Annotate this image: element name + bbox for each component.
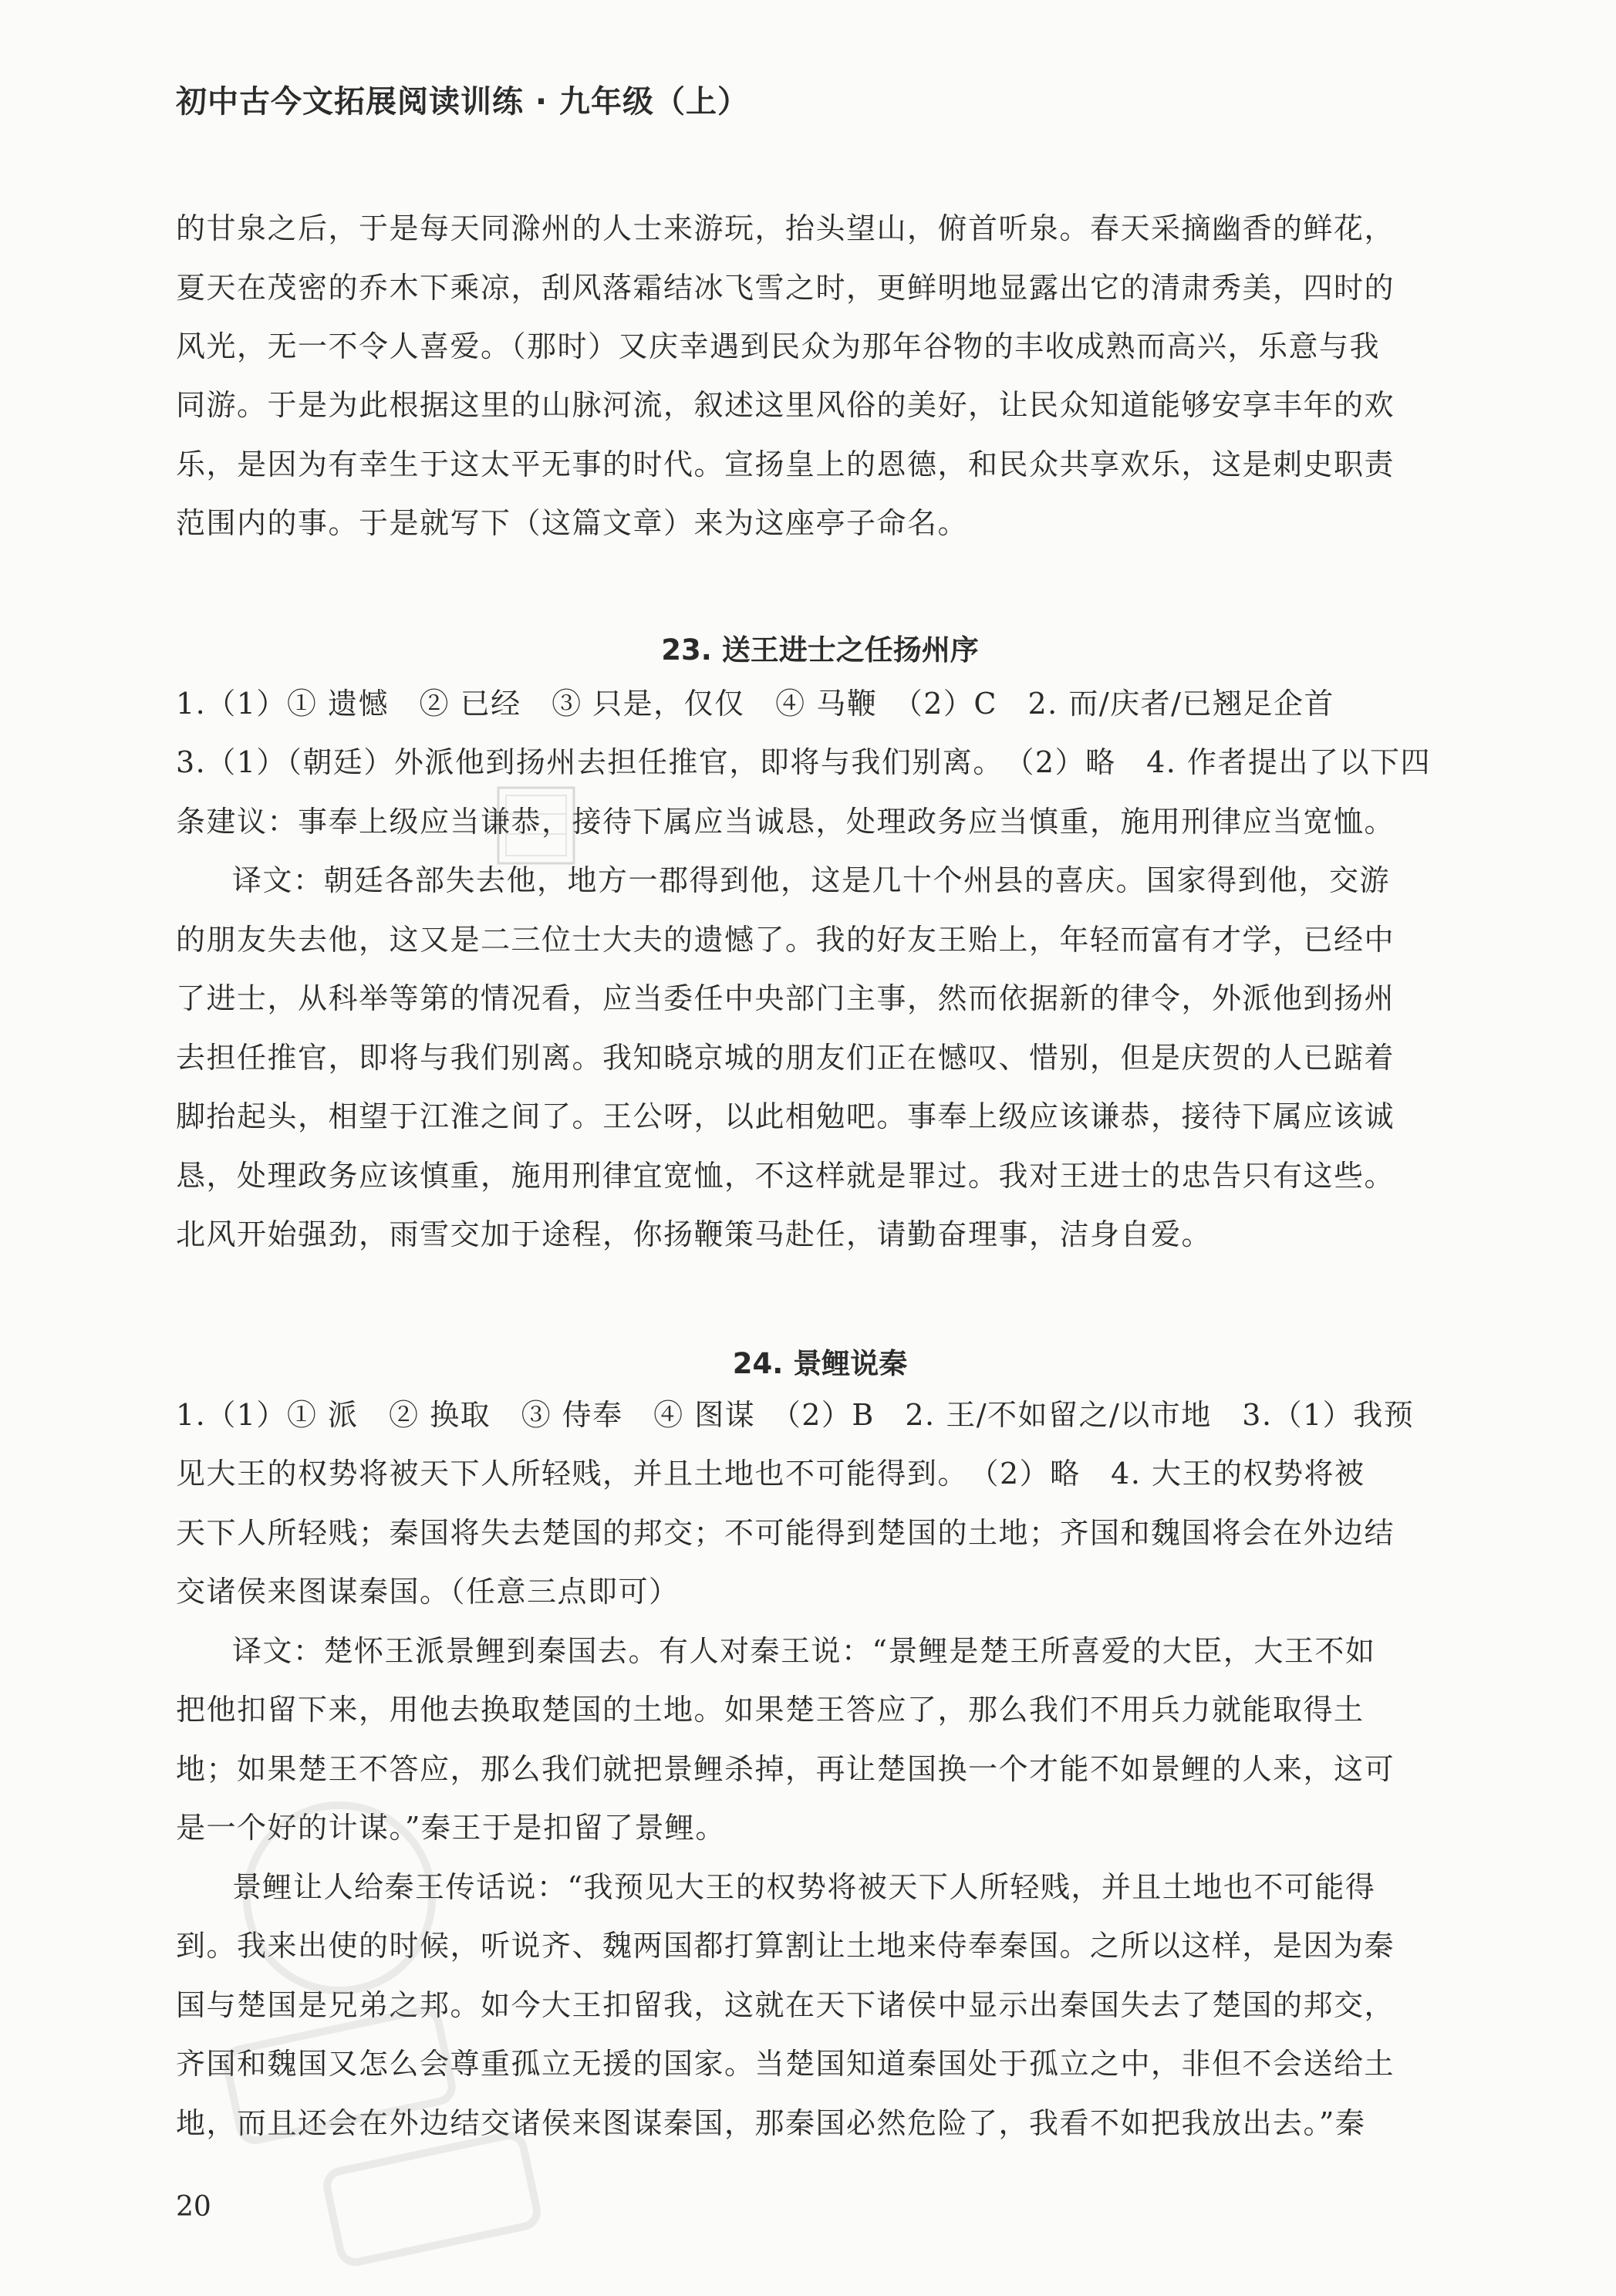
section-23-title: 23. 送王进士之任扬州序 bbox=[661, 633, 979, 667]
section-24-translation-line: 是一个好的计谋。”秦王于是扣留了景鲤。 bbox=[176, 1811, 726, 1845]
section-24-translation-line: 景鲤让人给秦王传话说：“我预见大王的权势将被天下人所轻贱，并且土地也不可能得 bbox=[232, 1870, 1376, 1904]
section-24-title: 24. 景鲤说秦 bbox=[732, 1347, 908, 1380]
section-24-translation-line: 国与楚国是兄弟之邦。如今大王扣留我，这就在天下诸侯中显示出秦国失去了楚国的邦交， bbox=[176, 1988, 1395, 2022]
section-23-answer-line: 1.（1）① 遗憾 ② 已经 ③ 只是，仅仅 ④ 马鞭 （2）C 2. 而/庆者/已翘足企首 bbox=[176, 687, 1334, 721]
intro-line: 的甘泉之后，于是每天同滁州的人士来游玩，抬头望山，俯首听泉。春天采摘幽香的鲜花， bbox=[176, 211, 1395, 245]
section-24-translation-line: 译文：楚怀王派景鲤到秦国去。有人对秦王说：“景鲤是楚王所喜爱的大臣，大王不如 bbox=[232, 1634, 1376, 1668]
section-23-translation-line: 恳，处理政务应该慎重，施用刑律宜宽恤，不这样就是罪过。我对王进士的忠告只有这些。 bbox=[176, 1159, 1395, 1193]
intro-line: 范围内的事。于是就写下（这篇文章）来为这座亭子命名。 bbox=[176, 506, 969, 540]
section-24-translation-line: 把他扣留下来，用他去换取楚国的土地。如果楚王答应了，那么我们不用兵力就能取得土 bbox=[176, 1693, 1365, 1727]
intro-line: 同游。于是为此根据这里的山脉河流，叙述这里风俗的美好，让民众知道能够安享丰年的欢 bbox=[176, 388, 1395, 422]
section-24-translation-line: 齐国和魏国又怎么会尊重孤立无援的国家。当楚国知道秦国处于孤立之中，非但不会送给土 bbox=[176, 2047, 1395, 2081]
section-23-translation-line: 了进士，从科举等第的情况看，应当委任中央部门主事，然而依据新的律令，外派他到扬州 bbox=[176, 981, 1395, 1015]
section-24-answer-line: 1.（1）① 派 ② 换取 ③ 侍奉 ④ 图谋 （2）B 2. 王/不如留之/以市地 3.（1）我预 bbox=[176, 1398, 1415, 1432]
page-number: 20 bbox=[176, 2191, 211, 2223]
section-24-translation-line: 地，而且还会在外边结交诸侯来图谋秦国，那秦国必然危险了，我看不如把我放出去。”秦 bbox=[176, 2106, 1366, 2140]
stamp-mark bbox=[494, 783, 579, 868]
section-24-answer-line: 见大王的权势将被天下人所轻贱，并且土地也不可能得到。 （2）略 4. 大王的权势将被 bbox=[176, 1457, 1365, 1491]
section-23-translation-line: 北风开始强劲，雨雪交加于途程，你扬鞭策马赴任，请勤奋理事，洁身自爱。 bbox=[176, 1217, 1213, 1251]
intro-line: 乐，是因为有幸生于这太平无事的时代。宣扬皇上的恩德，和民众共享欢乐，这是刺史职责 bbox=[176, 447, 1395, 481]
section-24-answer-line: 交诸侯来图谋秦国。（任意三点即可） bbox=[176, 1575, 680, 1609]
section-23-translation-line: 脚抬起头，相望于江淮之间了。王公呀，以此相勉吧。事奉上级应该谦恭，接待下属应该诚 bbox=[176, 1099, 1395, 1133]
book-title: 初中古今文拓展阅读训练 · 九年级（上） bbox=[176, 84, 750, 120]
section-23-translation-line: 去担任推官，即将与我们别离。我知晓京城的朋友们正在憾叹、惜别，但是庆贺的人已踮着 bbox=[176, 1041, 1395, 1075]
section-23-answer-line: 条建议：事奉上级应当谦恭，接待下属应当诚恳，处理政务应当慎重，施用刑律应当宽恤。 bbox=[176, 805, 1395, 839]
section-23-translation-line: 的朋友失去他，这又是二三位士大夫的遗憾了。我的好友王贻上，年轻而富有才学，已经中 bbox=[176, 923, 1395, 957]
intro-line: 风光，无一不令人喜爱。（那时）又庆幸遇到民众为那年谷物的丰收成熟而高兴，乐意与我 bbox=[176, 329, 1381, 363]
section-24-answer-line: 天下人所轻贱；秦国将失去楚国的邦交；不可能得到楚国的土地；齐国和魏国将会在外边结 bbox=[176, 1516, 1395, 1550]
section-23-answer-line: 3.（1）（朝廷）外派他到扬州去担任推官，即将与我们别离。 （2）略 4. 作者提出了以下四 bbox=[176, 745, 1431, 779]
intro-line: 夏天在茂密的乔木下乘凉，刮风落霜结冰飞雪之时，更鲜明地显露出它的清肃秀美，四时的 bbox=[176, 271, 1395, 305]
section-24-translation-line: 地；如果楚王不答应，那么我们就把景鲤杀掉，再让楚国换一个才能不如景鲤的人来，这可 bbox=[176, 1752, 1395, 1786]
section-24-translation-line: 到。我来出使的时候，听说齐、魏两国都打算割让土地来侍奉秦国。之所以这样，是因为秦 bbox=[176, 1929, 1395, 1963]
watermark-mark bbox=[162, 1751, 563, 2291]
section-23-translation-line: 译文：朝廷各部失去他，地方一郡得到他，这是几十个州县的喜庆。国家得到他，交游 bbox=[232, 863, 1391, 897]
